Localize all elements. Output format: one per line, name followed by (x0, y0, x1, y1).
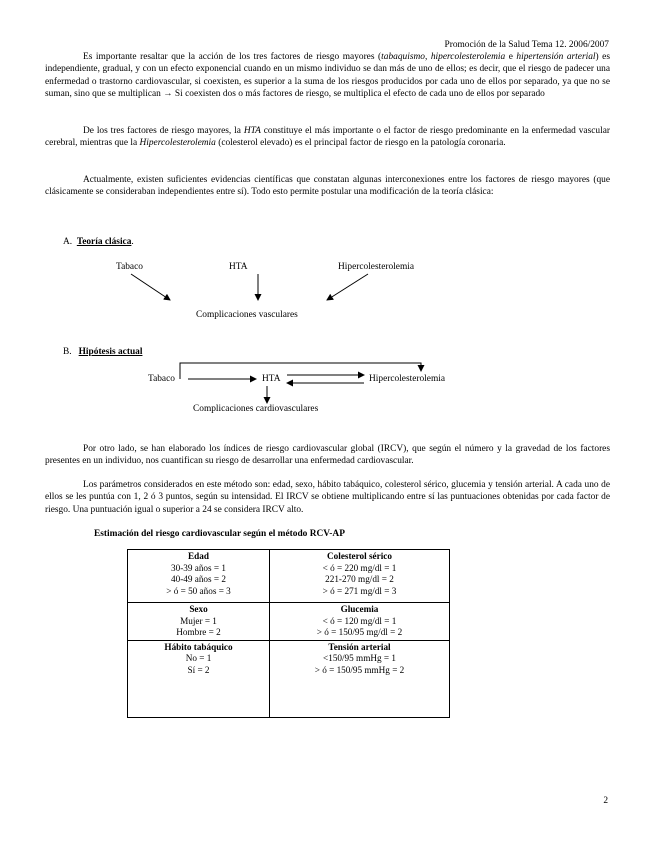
arrow-hiper-to-complicaciones (327, 274, 368, 300)
cell-edad: Edad 30-39 años = 1 40-49 años = 2 > ó = 50 años = 3 (128, 550, 270, 603)
diagram-b-tabaco: Tabaco (148, 374, 175, 384)
page-header: Promoción de la Salud Tema 12. 2006/2007 (444, 40, 609, 50)
diagram-b-hta: HTA (262, 374, 281, 384)
arrow-tabaco-to-complicaciones (131, 274, 170, 300)
section-a-heading: A. Teoría clásica. (63, 237, 134, 247)
diagram-a-hta: HTA (229, 262, 248, 272)
diagram-b-hipercolesterolemia: Hipercolesterolemia (369, 374, 446, 384)
cell-habito-tabaquico: Hábito tabáquico No = 1 Sí = 2 (128, 640, 270, 717)
diagram-a-complicaciones: Complicaciones vasculares (196, 310, 298, 320)
cell-sexo: Sexo Mujer = 1 Hombre = 2 (128, 603, 270, 641)
paragraph-parametros: Los parámetros considerados en este método son: edad, sexo, hábito tabáquico, colesterol sérico, glucemia y tensión arterial. A cada uno de ellos se les puntúa con 1, 2 ó 3 puntos, según su intensidad. El IRCV se obtiene multiplicando entre sí las puntuaciones obtenidas por cada factor de riesgo. Una puntuación igual o superior a 24 se considera IRCV alto. (45, 480, 610, 515)
section-b-heading: B. Hipótesis actual (63, 347, 143, 357)
rcv-ap-table (127, 549, 450, 718)
cell-tension-arterial: Tensión arterial <150/95 mmHg = 1 > ó = 150/95 mmHg = 2 (270, 640, 450, 717)
paragraph-interconnections: Actualmente, existen suficientes evidencias científicas que constatan algunas interconexiones entre los factores de riesgo mayores (que clásicamente se consideraban independientes entre sí). Todo esto permite postular una modificación de la teoría clásica: (45, 175, 610, 198)
paragraph-factors-independence: Es importante resaltar que la acción de los tres factores de riesgo mayores (tabaquismo, hipercolesterolemia e hipertensión arterial) es independiente, gradual, y con un efecto exponencial cuando en un mismo individuo se dan más de uno de ellos; es decir, que el riesgo de padecer una enfermedad o trastorno cardiovascular, si coexisten, es superior a la suma de los riesgos producidos por cada uno de ellos por separado, ya que no se suman, sino que se multiplican → Si coexisten dos o más factores de riesgo, se multiplica el efecto de cada uno de ellos por separado (45, 52, 610, 100)
cell-colesterol: Colesterol sérico < ó = 220 mg/dl = 1 221-270 mg/dl = 2 > ó = 271 mg/dl = 3 (270, 550, 450, 603)
paragraph-ircv: Por otro lado, se han elaborado los índices de riesgo cardiovascular global (IRCV), que según el número y la gravedad de los factores presentes en un individuo, nos cuantifican su riesgo de desarrollar una enfermedad cardiovascular. (45, 444, 610, 467)
arrow-tabaco-to-hiper-top (180, 363, 421, 379)
page-number: 2 (603, 796, 608, 806)
paragraph-hta-importance: De los tres factores de riesgo mayores, la HTA constituye el más importante o el factor de riesgo predominante en la enfermedad vascular cerebral, mientras que la Hipercolesterolemia (colesterol elevado) es el principal factor de riesgo en la patología coronaria. (45, 126, 610, 149)
table-title: Estimación del riesgo cardiovascular según el método RCV-AP (94, 529, 345, 539)
diagram-a-tabaco: Tabaco (116, 262, 143, 272)
diagram-a-hipercolesterolemia: Hipercolesterolemia (338, 262, 415, 272)
cell-glucemia: Glucemia < ó = 120 mg/dl = 1 > ó = 150/95 mg/dl = 2 (270, 603, 450, 641)
diagram-b-complicaciones: Complicaciones cardiovasculares (193, 404, 319, 414)
